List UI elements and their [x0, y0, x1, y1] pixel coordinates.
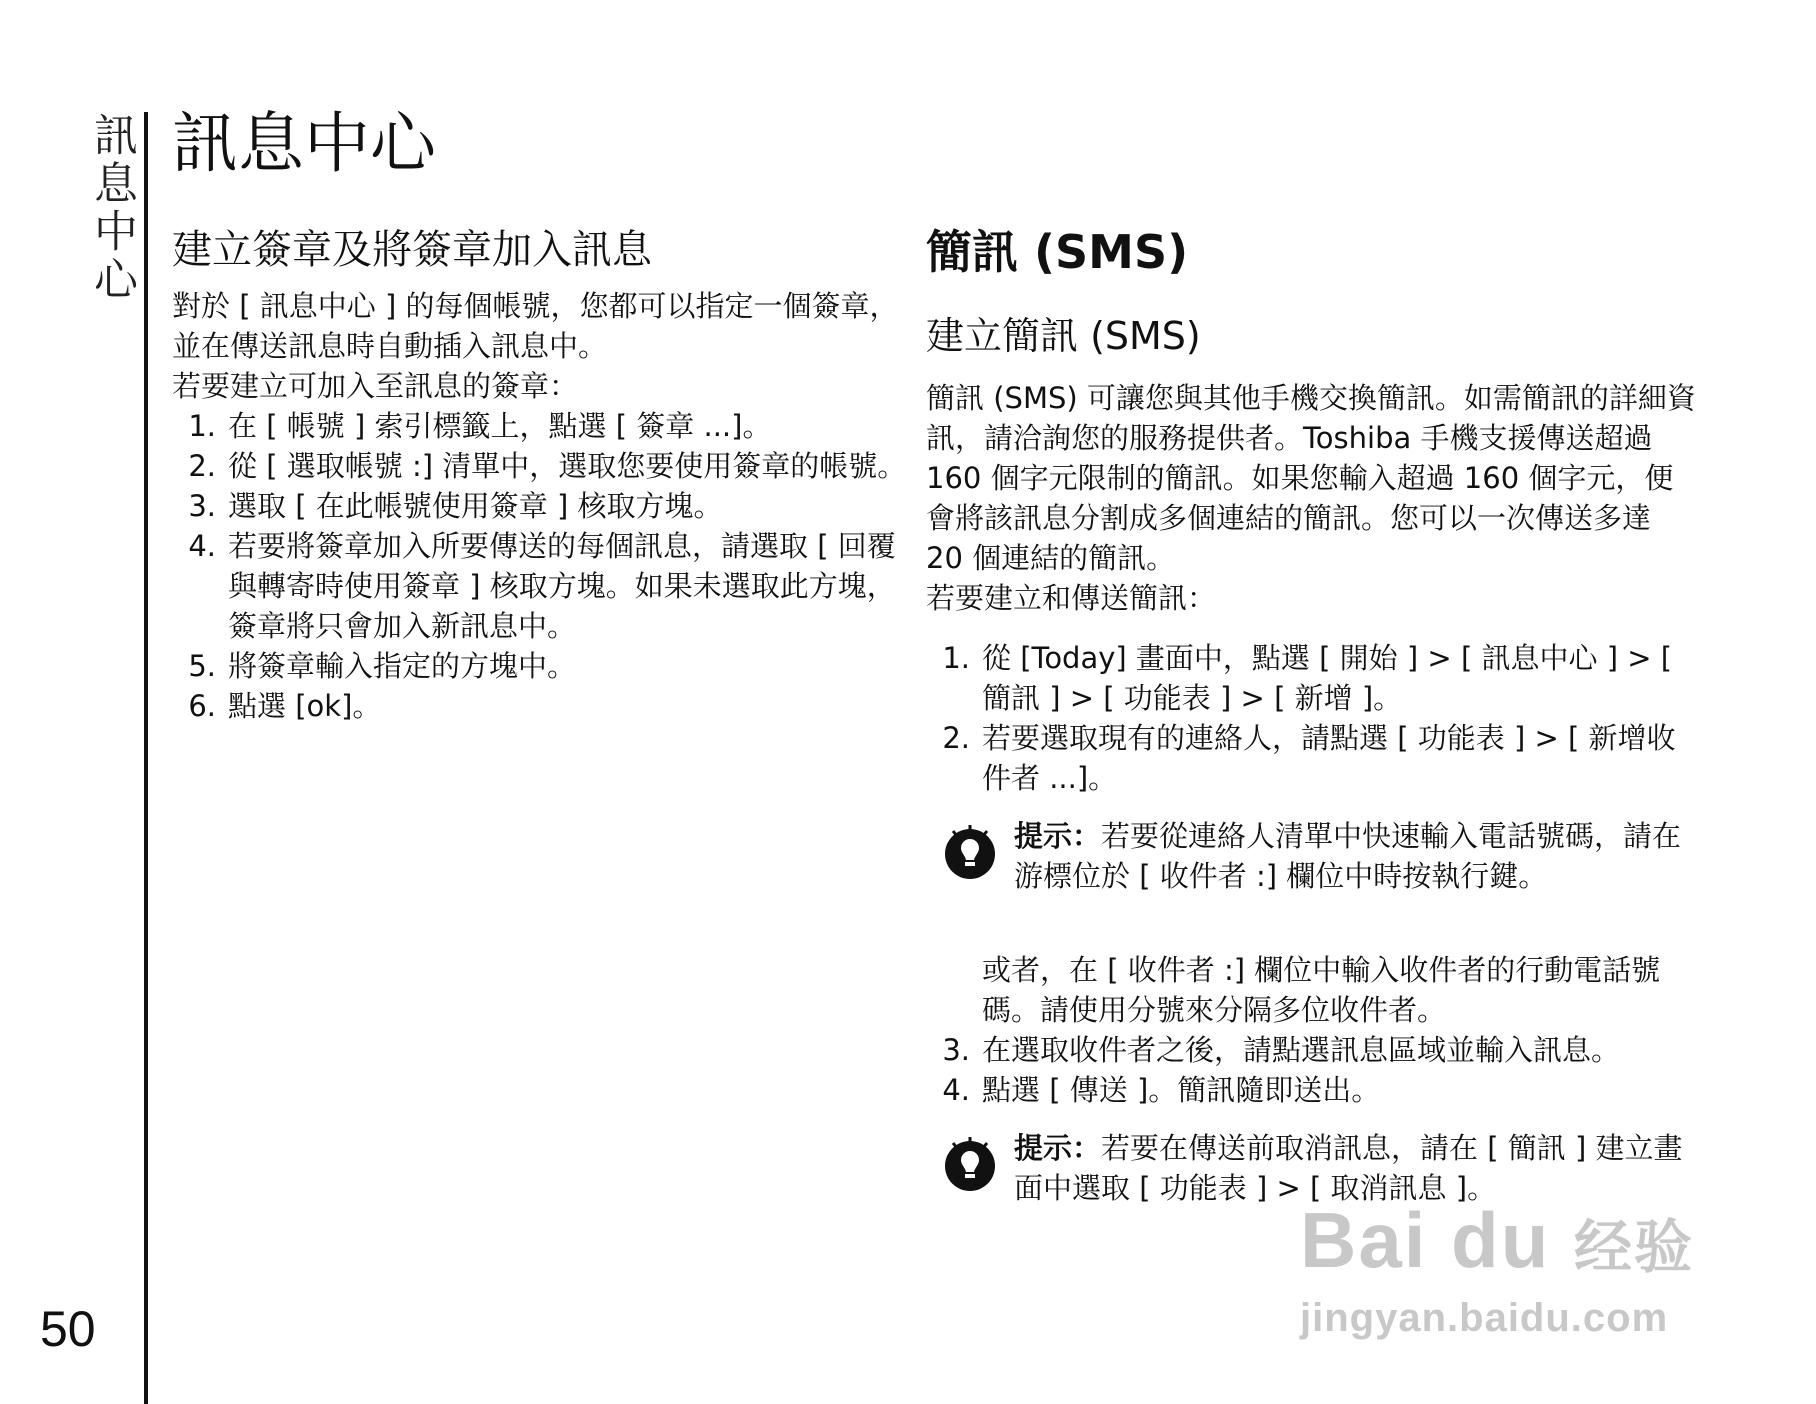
- step-text: 若要選取現有的連絡人，請點選 [ 功能表 ] > [ 新增收件者 ...]。: [982, 721, 1676, 795]
- step-number: 5.: [188, 649, 216, 683]
- list-item: [926, 638, 1696, 718]
- step-number: 4.: [942, 1073, 970, 1107]
- step-text: 在 [ 帳號 ] 索引標籤上，點選 [ 簽章 ...]。: [228, 409, 772, 443]
- step-text: 從 [Today] 畫面中，點選 [ 開始 ] > [ 訊息中心 ] > [ 簡訊 ] > [ 功能表 ] > [ 新增 ]。: [982, 641, 1673, 715]
- watermark-brand: Bai du: [1300, 1196, 1551, 1284]
- tip-label: 提示：: [1014, 1131, 1102, 1165]
- page-title: 訊息中心: [172, 105, 436, 182]
- step-text: 選取 [ 在此帳號使用簽章 ] 核取方塊。: [228, 489, 723, 523]
- step-number: 3.: [188, 489, 216, 523]
- watermark-url: jingyan.baidu.com: [1300, 1296, 1669, 1340]
- alternate-text: 或者，在 [ 收件者 :] 欄位中輸入收件者的行動電話號碼。請使用分號來分隔多位收件者。: [982, 953, 1661, 1027]
- right-column: [926, 222, 1696, 1208]
- step-number: 2.: [188, 449, 216, 483]
- step-number: 4.: [188, 529, 216, 563]
- list-item: [172, 686, 912, 726]
- step-number: 6.: [188, 689, 216, 723]
- step-text: 在選取收件者之後，請點選訊息區域並輸入訊息。: [982, 1033, 1621, 1067]
- sms-intro-2: 若要建立和傳送簡訊：: [926, 581, 1217, 615]
- step-number: 1.: [188, 409, 216, 443]
- step-number: 1.: [942, 641, 970, 675]
- vertical-rule: [144, 112, 148, 1404]
- page-number: 50: [40, 1301, 96, 1357]
- step-text: 點選 [ok]。: [228, 689, 382, 723]
- tip-label: 提示：: [1014, 819, 1102, 853]
- step-number: 3.: [942, 1033, 970, 1067]
- list-item: [926, 1070, 1696, 1110]
- list-item: [172, 406, 912, 446]
- step-text: 將簽章輸入指定的方塊中。: [228, 649, 577, 683]
- list-item: [172, 646, 912, 686]
- list-item: [172, 526, 912, 646]
- baidu-watermark: [1300, 1195, 1720, 1355]
- sms-steps-b: [926, 1030, 1696, 1110]
- step-text: 點選 [ 傳送 ]。簡訊隨即送出。: [982, 1073, 1381, 1107]
- signature-heading: 建立簽章及將簽章加入訊息: [172, 227, 652, 273]
- tip-text: [1014, 816, 1696, 896]
- create-sms-heading: 建立簡訊 (SMS): [926, 314, 1201, 358]
- sms-steps-a: [926, 638, 1696, 798]
- tip-body: 若要在傳送前取消訊息，請在 [ 簡訊 ] 建立畫面中選取 [ 功能表 ] > [ 取消訊息 ]。: [1014, 1131, 1683, 1205]
- sms-heading: 簡訊 (SMS): [926, 225, 1189, 279]
- step-number: 2.: [942, 721, 970, 755]
- tip-box: [926, 816, 1696, 896]
- signature-steps: [172, 406, 912, 726]
- sms-intro: 簡訊 (SMS) 可讓您與其他手機交換簡訊。如需簡訊的詳細資訊，請洽詢您的服務提供者。Toshiba 手機支援傳送超過 160 個字元限制的簡訊。如果您輸入超過 160 個字元，便會將該訊息分割成多個連結的簡訊。您可以一次傳送多達 20 個連結的簡訊。: [926, 381, 1696, 575]
- watermark-cn: 经验: [1574, 1215, 1695, 1280]
- list-item: [926, 718, 1696, 798]
- lightbulb-icon: [940, 822, 1000, 882]
- signature-intro-2: 若要建立可加入至訊息的簽章：: [172, 369, 579, 403]
- list-item: [172, 486, 912, 526]
- list-item: [172, 446, 912, 486]
- tip-body: 若要從連絡人清單中快速輸入電話號碼，請在游標位於 [ 收件者 :] 欄位中時按執行鍵。: [1014, 819, 1682, 893]
- step-text: 從 [ 選取帳號 :] 清單中，選取您要使用簽章的帳號。: [228, 449, 907, 483]
- left-column: [172, 222, 912, 726]
- list-item: [926, 1030, 1696, 1070]
- lightbulb-icon: [940, 1134, 1000, 1194]
- signature-intro: 對於 [ 訊息中心 ] 的每個帳號，您都可以指定一個簽章，並在傳送訊息時自動插入訊息中。: [172, 289, 899, 363]
- side-chapter-label: 訊息中心: [86, 112, 137, 304]
- step-text: 若要將簽章加入所要傳送的每個訊息，請選取 [ 回覆與轉寄時使用簽章 ] 核取方塊。如果未選取此方塊，簽章將只會加入新訊息中。: [228, 529, 896, 643]
